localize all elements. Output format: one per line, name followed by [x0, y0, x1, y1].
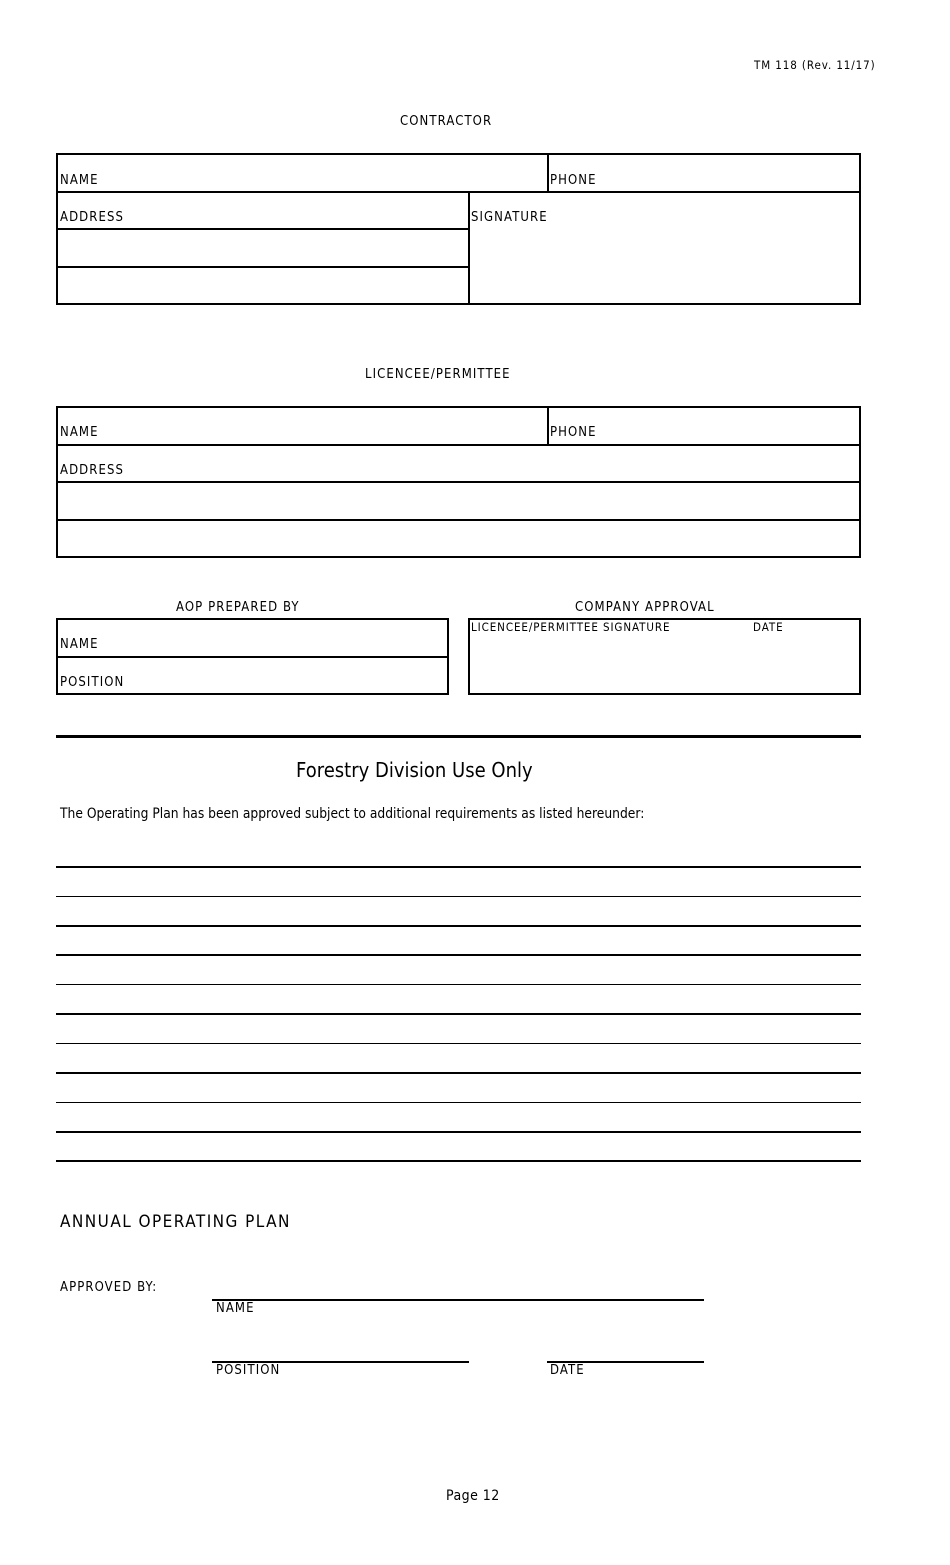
requirement-line[interactable]: [56, 1160, 861, 1162]
aop-prepared-heading: AOP PREPARED BY: [176, 600, 300, 615]
approver-name-line[interactable]: [212, 1299, 704, 1301]
approver-position-label: POSITION: [216, 1363, 281, 1378]
requirement-line[interactable]: [56, 925, 861, 927]
contractor-name-label: NAME: [60, 173, 99, 188]
contractor-name-field[interactable]: [58, 155, 546, 190]
contractor-phone-label: PHONE: [550, 173, 597, 188]
licencee-name-field[interactable]: [58, 408, 546, 443]
contractor-heading: CONTRACTOR: [400, 114, 493, 129]
forestry-heading: Forestry Division Use Only: [296, 758, 533, 782]
requirement-line[interactable]: [56, 1043, 861, 1044]
requirement-line[interactable]: [56, 896, 861, 897]
licencee-name-label: NAME: [60, 425, 99, 440]
requirement-line[interactable]: [56, 1013, 861, 1015]
section-divider: [56, 735, 861, 738]
contractor-address-label: ADDRESS: [60, 210, 124, 225]
contractor-signature-label: SIGNATURE: [471, 210, 548, 225]
company-date-label: DATE: [753, 620, 784, 634]
approver-name-label: NAME: [216, 1301, 255, 1316]
company-approval-heading: COMPANY APPROVAL: [575, 600, 715, 615]
requirement-line[interactable]: [56, 1131, 861, 1133]
aop-prepared-position-label: POSITION: [60, 675, 125, 690]
requirement-line[interactable]: [56, 866, 861, 868]
requirement-line[interactable]: [56, 984, 861, 985]
approved-by-label: APPROVED BY:: [60, 1280, 158, 1295]
company-signature-label: LICENCEE/PERMITTEE SIGNATURE: [471, 620, 671, 634]
licencee-phone-label: PHONE: [550, 425, 597, 440]
licencee-address-field[interactable]: [58, 446, 859, 556]
requirement-line[interactable]: [56, 1102, 861, 1103]
requirement-line[interactable]: [56, 1072, 861, 1074]
forestry-statement: The Operating Plan has been approved subject to additional requirements as listed hereunder:: [60, 806, 645, 822]
licencee-heading: LICENCEE/PERMITTEE: [365, 367, 511, 382]
form-id: TM 118 (Rev. 11/17): [754, 58, 876, 72]
requirement-line[interactable]: [56, 954, 861, 956]
approver-date-label: DATE: [550, 1363, 585, 1378]
licencee-address-label: ADDRESS: [60, 463, 124, 478]
page-number: Page 12: [446, 1488, 500, 1504]
aop-prepared-name-field[interactable]: [58, 620, 447, 655]
aop-prepared-name-label: NAME: [60, 637, 99, 652]
aop-heading: ANNUAL OPERATING PLAN: [60, 1212, 291, 1232]
